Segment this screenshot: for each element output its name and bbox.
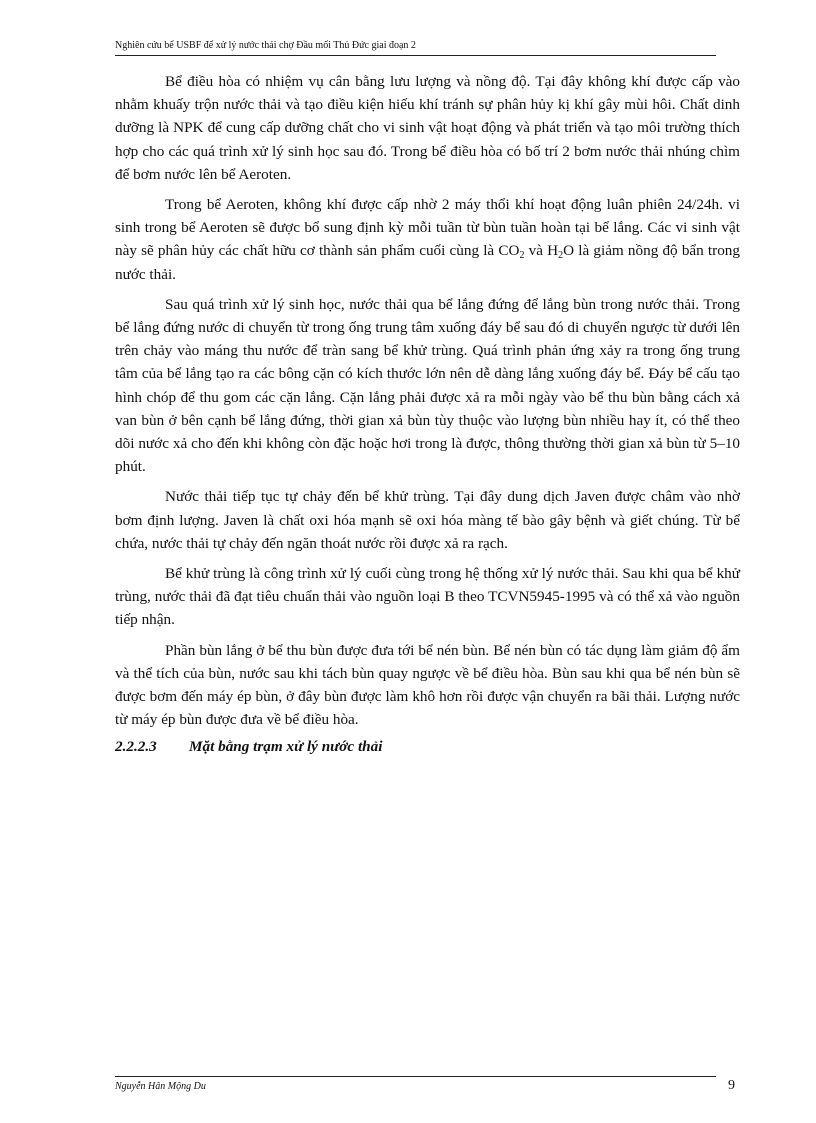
paragraph-aeroten-end: O là giảm nồng độ bẩn trong nước thải. <box>115 242 740 283</box>
footer-author: Nguyễn Hân Mộng Du <box>115 1081 206 1092</box>
h2o-subscript: 2 <box>558 250 564 262</box>
paragraph-disinfection: Nước thải tiếp tục tự chảy đến bể khử trùng. Tại đây dung dịch Javen được châm vào nhờ bơm định lượng. Javen là chất oxi hóa mạnh sẽ oxi hóa màng tế bào gây bệnh và giết chúng. Từ bể chứa, nước thải tự chảy đến ngăn thoát nước rồi được xả ra rạch. <box>115 488 740 552</box>
paragraph-aeroten <box>115 193 740 286</box>
section-title: Mặt bằng trạm xử lý nước thải <box>189 738 383 756</box>
paragraph-sludge: Phần bùn lắng ở bể thu bùn được đưa tới bể nén bùn. Bể nén bùn có tác dụng làm giảm độ ẩm và thể tích của bùn, nước sau khi tách bùn quay ngược về bể điều hòa. Bùn sau khi qua bể nén bùn sẽ được bơm đến máy ép bùn, ở đây bùn được làm khô hơn rồi được vận chuyển ra bãi thải. Lượng nước từ máy ép bùn được đưa về bể điều hòa. <box>115 641 740 729</box>
document-body <box>115 70 740 758</box>
page-number: 9 <box>728 1078 735 1093</box>
paragraph-equalization-tank: Bể điều hòa có nhiệm vụ cân bằng lưu lượng và nồng độ. Tại đây không khí được cấp vào nhằm khuấy trộn nước thải và tạo điều kiện hiếu khí tránh sự phân hủy kị khí gây mùi hôi. Chất dinh dưỡng là NPK để cung cấp dưỡng chất cho vi sinh vật hoạt động và phát triển và tạo môi trường thích hợp cho các quá trình xử lý sinh học sau đó. Trong bể điều hòa có bố trí 2 bơm nước thải nhúng chìm để bơm nước lên bể Aeroten. <box>115 73 740 183</box>
section-number: 2.2.2.3 <box>115 738 157 756</box>
footer-divider <box>115 1076 716 1077</box>
section-heading <box>115 736 740 758</box>
paragraph-disinfection-final: Bể khử trùng là công trình xử lý cuối cùng trong hệ thống xử lý nước thải. Sau khi qua bể khử trùng, nước thải đã đạt tiêu chuẩn thải vào nguồn loại B theo TCVN5945-1995 và có thể xả vào nguồn tiếp nhận. <box>115 565 740 629</box>
running-header: Nghiên cứu bể USBF để xử lý nước thải chợ Đầu mối Thủ Đức giai đoạn 2 <box>115 40 716 56</box>
paragraph-aeroten-mid: và H <box>524 242 559 260</box>
paragraph-settling-tank: Sau quá trình xử lý sinh học, nước thải qua bể lắng đứng để lắng bùn trong nước thải. Trong bể lắng đứng nước di chuyển từ trong ống trung tâm xuống đáy bể sau đó di chuyển ngược từ dưới lên trên chảy vào máng thu nước để tràn sang bể khử trùng. Quá trình phản ứng xảy ra trong ống trung tâm của bể lắng tạo ra các bông cặn có kích thước lớn nên dễ dàng lắng xuống đáy bể. Đáy bể cấu tạo hình chóp để thu gom các cặn lắng. Cặn lắng phải được xả ra mỗi ngày vào bể thu bùn bằng cách xả van bùn ở bên cạnh bể lắng đứng, thời gian xả bùn tùy thuộc vào lượng bùn nhiều hay ít, có thể theo dõi nước xả cho đến khi không còn đặc hoặc hơi trong là được, thông thường thời gian xả bùn từ 5–10 phút. <box>115 295 740 476</box>
paragraph-aeroten-text: Trong bể Aeroten, không khí được cấp nhờ 2 máy thổi khí hoạt động luân phiên 24/24h. vi sinh trong bể Aeroten sẽ được bổ sung định kỳ mỗi tuần từ bùn tuần hoàn tại bể lắng. Các vi sinh vật này sẽ phân hủy các chất hữu cơ thành sản phẩm cuối cùng là CO <box>115 196 740 260</box>
co2-subscript: 2 <box>519 250 525 262</box>
